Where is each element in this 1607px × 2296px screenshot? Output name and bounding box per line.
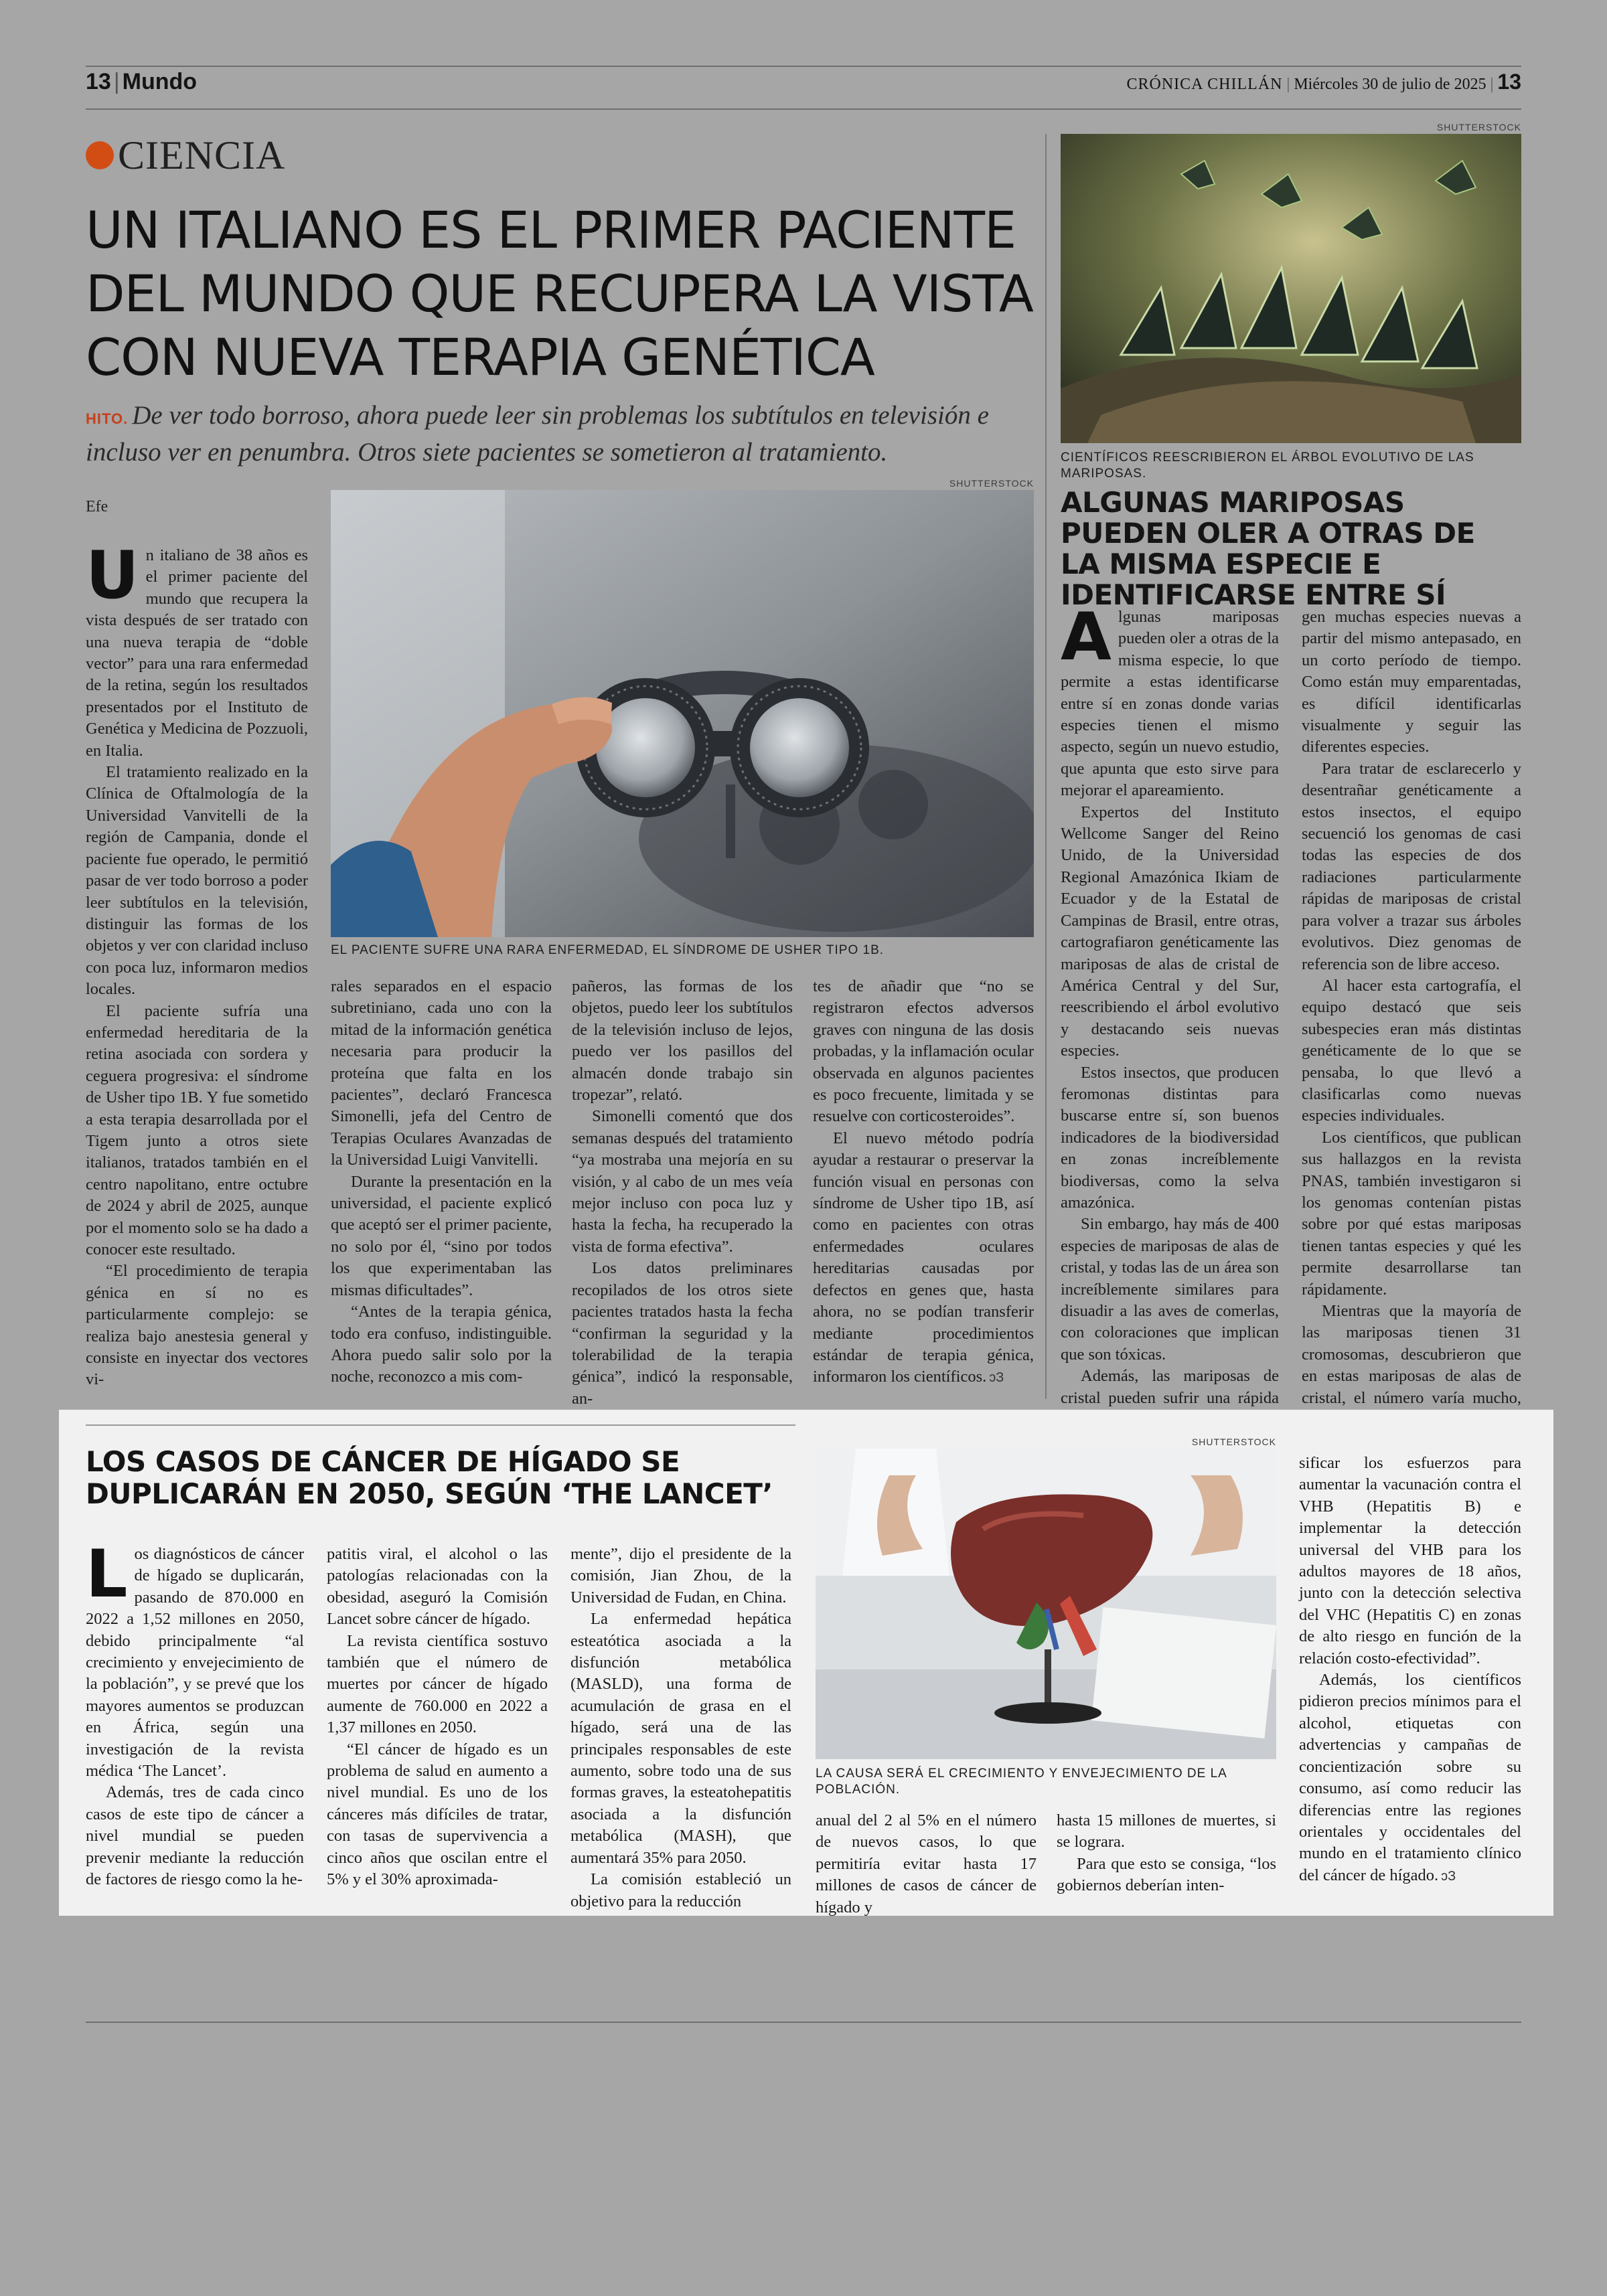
dropcap: L [86, 1536, 128, 1613]
lead-paragraph [86, 1536, 304, 1782]
paragraph: Sin embargo, hay más de 400 especies de mariposas de alas de cristal, y todas las de un área son increíblemente similares para disuadir a las aves de comerlas, con coloraciones que implican que son tóxicas. [1061, 1215, 1279, 1364]
paragraph: pañeros, las formas de los objetos, puedo leer los subtítulos de la televisión incluso de lejos, puedo ver los pasillos del almacén donde trabajo sin tropezar”, relató. [572, 977, 793, 1104]
column-divider [1045, 134, 1047, 1399]
box-column-2 [327, 1544, 548, 1891]
byline: Efe [86, 498, 108, 515]
lead-subhead [86, 399, 1050, 469]
paragraph: El paciente sufría una enfermedad hereditaria de la retina asociada con sordera y ceguera progresiva: el síndrome de Usher tipo 1B. Y fue sometido a esta terapia desarrollada por el Tigem junto a otros siete italianos, tratados también en el centro napolitano, entre octubre de 2024 y abril de 2025, aunque por el momento solo se ha dado a conocer este resultado. [86, 1001, 308, 1258]
paragraph [813, 1128, 1034, 1389]
bottom-rule [86, 2022, 1521, 2023]
bullet-dot-icon [86, 141, 114, 169]
photo-credit: SHUTTERSTOCK [1191, 1437, 1276, 1447]
liver-model-image [816, 1449, 1276, 1759]
box-column-1 [86, 1536, 304, 1891]
lead-text: lgunas mariposas pueden oler a otras de la misma especie, lo que permite a estas identificarse entre sí en zonas donde varias especies tienen el mismo aspecto, según un nuevo estudio, que apunta que esto sirve para mejorar el apareamiento. [1061, 608, 1279, 800]
lead-paragraph [1061, 599, 1279, 802]
paragraph: La revista científica sostuvo también que el número de muertes por cáncer de hígado aumente de 760.000 en 2022 a 1,37 millones en 2050. [327, 1631, 548, 1737]
paragraph: patitis viral, el alcohol o las patologías relacionadas con la obesidad, aseguró la Comisión Lancet sobre cáncer de hígado. [327, 1545, 548, 1629]
lead-column-3 [572, 976, 793, 1410]
box-column-5 [1057, 1810, 1276, 1897]
paragraph: Estos insectos, que producen feromonas distintas para buscarse entre sí, son buenos indicadores de la biodiversidad en zonas increíblemente biodiversas, como la selva amazónica. [1061, 1063, 1279, 1212]
photo-caption: LA CAUSA SERÁ EL CRECIMIENTO Y ENVEJECIMIENTO DE LA POBLACIÓN. [816, 1767, 1227, 1797]
page-number-left: 13 [86, 69, 111, 94]
butterflies-photo [1061, 134, 1521, 443]
lead-headline: UN ITALIANO ES EL PRIMER PACIENTE DEL MUNDO QUE RECUPERA LA VISTA CON NUEVA TERAPIA GENÉTICA [86, 200, 1033, 387]
paragraph: Además, las mariposas de cristal pueden sufrir una rápida [1061, 1367, 1279, 1407]
paragraph: La comisión estableció un objetivo para la reducción [570, 1870, 791, 1910]
paragraph: “El cáncer de hígado es un problema de salud en aumento a nivel mundial. Es uno de los cánceres más difíciles de tratar, con tasas de supervivencia a cinco años que oscilan entre el 5% y el 30% aproximada- [327, 1740, 548, 1889]
paragraph: tes de añadir que “no se registraron efectos adversos graves con ninguna de las dosis probadas, y la inflamación ocular observada en algunos pacientes es poco frecuente, limitada y se resuelve con corticosteroides”. [813, 977, 1034, 1126]
paragraph: mente”, dijo el presidente de la comisión, Jian Zhou, de la Universidad de Fudan, en China. [570, 1545, 791, 1607]
end-of-story-icon: ↄЗ [1441, 1868, 1456, 1884]
section-name: Mundo [122, 69, 198, 94]
issue-date: Miércoles 30 de julio de 2025 [1294, 76, 1486, 93]
photo-credit: SHUTTERSTOCK [949, 478, 1034, 489]
paragraph: La enfermedad hepática esteatótica asociada a la disfunción metabólica (MASLD), una forma de acumulación de grasa en el hígado, será una de las principales responsables de este aumento, sobre todo una de sus formas graves, la esteatohepatitis asociada a la disfunción metabólica (MASH), que aumentará 35% para 2050. [570, 1610, 791, 1867]
lead-text: n italiano de 38 años es el primer paciente del mundo que recupera la vista después de ser tratado con una nueva terapia de “doble vector” para una rara enfermedad de la retina, según los resultados presentados por el Instituto de Genética y Medicina de Pozzuoli, en Italia. [86, 546, 308, 760]
optometry-trial-frame-photo [331, 490, 1034, 937]
butterflies-image [1061, 134, 1521, 443]
paragraph-text: Mientras que la mayoría de las mariposas tienen 31 cromosomas, descubrieron que en estas mariposas de alas de cristal, el número varía mucho, [1302, 1302, 1521, 1407]
paragraph: El tratamiento realizado en la Clínica de Oftalmología de la Universidad Vanvitelli de la región de Campania, donde el paciente fue operado, le permitió pasar de ver todo borroso a poder leer subtítulos en la televisión, distinguir las formas de los objetos y ver con claridad incluso con poca luz, informaron medios locales. [86, 763, 308, 999]
side-column-2 [1302, 606, 1521, 1431]
folio-left: 13 | Mundo [86, 69, 198, 94]
folio-right: CRÓNICA CHILLÁN | Miércoles 30 de julio de 2025 | 13 [1126, 70, 1521, 94]
lead-paragraph [86, 538, 308, 762]
photo-caption: EL PACIENTE SUFRE UNA RARA ENFERMEDAD, EL SÍNDROME DE USHER TIPO 1B. [331, 943, 885, 957]
paragraph: Además, tres de cada cinco casos de este tipo de cáncer a nivel mundial se pueden prevenir mediante la reducción de factores de riesgo como la he- [86, 1783, 304, 1889]
paragraph: gen muchas especies nuevas a partir del mismo antepasado, en un corto período de tiempo. Como están muy emparentadas, es difícil identificarlas visualmente y seguir las diferentes especies. [1302, 608, 1521, 756]
paragraph: hasta 15 millones de muertes, si se lograra. [1057, 1811, 1276, 1852]
box-column-4 [816, 1810, 1037, 1918]
lead-column-4 [813, 976, 1034, 1389]
section-label [86, 129, 285, 182]
paragraph: rales separados en el espacio subretiniano, cada uno con la mitad de la información genética necesaria para producir la proteína que falta en los pacientes”, declaró Francesca Simonelli, jefa del Centro de Terapias Oculares Avanzadas de la Universidad Luigi Vanvitelli. [331, 977, 552, 1169]
end-of-story-icon: ↄЗ [989, 1370, 1004, 1386]
liver-model-photo [816, 1449, 1276, 1759]
box-column-3 [570, 1544, 791, 1912]
paragraph-text: Además, los científicos pidieron precios mínimos para el alcohol, etiquetas con advertencias y campañas de concientización sobre su consumo, así como reducir las diferencias entre las regiones orientales y occidentales del mundo en el tratamiento clínico del cáncer de hígado. [1299, 1671, 1521, 1884]
top-rule [86, 66, 1521, 67]
masthead-rule [86, 108, 1521, 110]
kicker: HITO. [86, 410, 129, 427]
paragraph: Para tratar de esclarecerlo y desentrañar genéticamente a estos insectos, el equipo secuenció los genomas de casi todas las especies de dos radiaciones particularmente rápidas de mariposas de cristal para volver a trazar sus árboles evolutivos. Diez genomas de referencia son de libre acceso. [1302, 759, 1521, 973]
lead-text: os diagnósticos de cáncer de hígado se duplicarán, pasando de 870.000 en 2022 a 1,52 millones en 2050, debido principalmente “al crecimiento y envejecimiento de la población”, y se prevé que los mayores aumentos se produzcan en África, según una investigación de la revista médica ‘The Lancet’. [86, 1545, 304, 1781]
paragraph: anual del 2 al 5% en el número de nuevos casos, lo que permitiría evitar hasta 17 millones de casos de cáncer de hígado y [816, 1811, 1037, 1916]
dropcap: U [86, 538, 139, 614]
photo-caption: CIENTÍFICOS REESCRIBIERON EL ÁRBOL EVOLUTIVO DE LAS MARIPOSAS. [1061, 450, 1474, 481]
paragraph: “Antes de la terapia génica, todo era confuso, indistinguible. Ahora puedo salir solo por la noche, reconozco a mis com- [331, 1303, 552, 1386]
trial-frame-image [331, 490, 1034, 937]
section-label-text: CIENCIA [118, 133, 286, 177]
paragraph: Para que esto se consiga, “los gobiernos deberían inten- [1057, 1854, 1276, 1895]
paragraph: Los datos preliminares recopilados de los otros siete pacientes tratados hasta la fecha “confirman la seguridad y la tolerabilidad de la terapia génica”, indicó la responsable, an- [572, 1259, 793, 1408]
paragraph: Expertos del Instituto Wellcome Sanger del Reino Unido, de la Universidad Regional Amazónica Ikiam de Ecuador y de la Estatal de Campinas de Brasil, entre otras, cartografiaron genéticamente las mariposas de alas de cristal de América Central y del Sur, reescribiendo el árbol evolutivo y destacando seis nuevas especies. [1061, 803, 1279, 1060]
lead-column-2 [331, 976, 552, 1388]
paragraph: sificar los esfuerzos para aumentar la vacunación contra el VHB (Hepatitis B) e implementar la detección universal del VHB para los adultos mayores de 18 años, junto con la detección selectiva del VHC (Hepatitis C) en zonas de alto riesgo en función de la relación costo-efectividad”. [1299, 1454, 1521, 1667]
lead-column-1 [86, 538, 308, 1391]
page-number-right: 13 [1497, 70, 1521, 94]
photo-credit: SHUTTERSTOCK [1436, 122, 1521, 133]
subhead-text: De ver todo borroso, ahora puede leer sin problemas los subtítulos en televisión e incluso ver en penumbra. Otros siete pacientes se sometieron al tratamiento. [86, 401, 989, 467]
paragraph: Durante la presentación en la universidad, el paciente explicó que aceptó ser el primer paciente, no solo por él, “sino por todos los que experimentaban las mismas dificultades”. [331, 1172, 552, 1299]
newspaper-name: CRÓNICA CHILLÁN [1126, 76, 1283, 93]
paragraph: Simonelli comentó que dos semanas después del tratamiento “ya mostraba una mejoría en su visión, y al cabo de un mes veía mejor incluso con poca luz y hasta la fecha, ha recuperado la vista de forma efectiva”. [572, 1107, 793, 1256]
box-column-6 [1299, 1453, 1521, 1887]
side-headline: ALGUNAS MARIPOSAS PUEDEN OLER A OTRAS DE LA MISMA ESPECIE E IDENTIFICARSE ENTRE SÍ [1061, 486, 1475, 611]
paragraph: Al hacer esta cartografía, el equipo destacó que seis subespecies eran más distintas genéticamente de lo que se pensaba, lo que llevó a clasificarlas como nuevas especies individuales. [1302, 976, 1521, 1125]
paragraph-text: El nuevo método podría ayudar a restaurar o preservar la función visual en personas con síndrome de Usher tipo 1B, así como en pacientes con otras enfermedades oculares hereditarias causadas por defectos en genes que, hasta ahora, no se podían transferir mediante procedimientos estándar de terapia génica, informaron los científicos. [813, 1129, 1034, 1386]
box-rule [86, 1424, 795, 1426]
side-column-1 [1061, 599, 1279, 1430]
box-headline: LOS CASOS DE CÁNCER DE HÍGADO SE DUPLICARÁN EN 2050, SEGÚN ‘THE LANCET’ [86, 1445, 773, 1510]
paragraph: “El procedimiento de terapia génica en sí no es particularmente complejo: se realiza bajo anestesia general y consiste en inyectar dos vectores vi- [86, 1262, 308, 1389]
paragraph: Los científicos, que publican sus hallazgos en la revista PNAS, también investigaron si los genomas contenían pistas sobre por qué estas mariposas tienen tantas especies y qué les permite desarrollarse tan rápidamente. [1302, 1128, 1521, 1299]
dropcap: A [1061, 599, 1112, 675]
paragraph [1299, 1669, 1521, 1887]
